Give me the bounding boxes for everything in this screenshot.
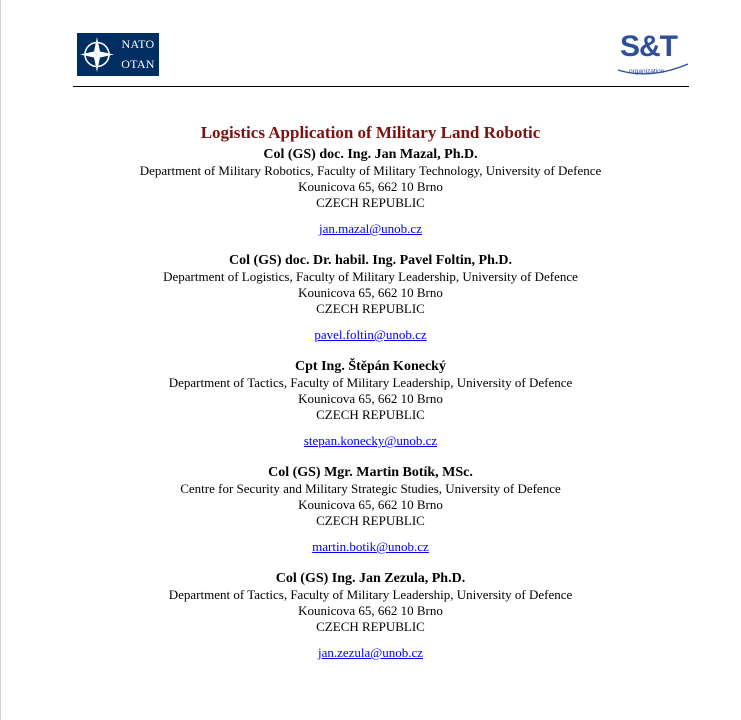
author-country: CZECH REPUBLIC (316, 513, 425, 528)
author-name: Col (GS) doc. Ing. Jan Mazal, Ph.D. (263, 147, 478, 162)
author-address: Kounicova 65, 662 10 Brno (298, 285, 443, 300)
author-address: Kounicova 65, 662 10 Brno (298, 603, 443, 618)
author-block (0, 570, 741, 661)
author-department: Centre for Security and Military Strategic Studies, University of Defence (180, 481, 561, 496)
st-swoosh-icon (610, 30, 690, 84)
paper-title: Logistics Application of Military Land Robotic (200, 123, 541, 142)
st-organization-logo (610, 30, 690, 84)
author-email-link[interactable]: jan.zezula@unob.cz (317, 645, 424, 660)
author-address: Kounicova 65, 662 10 Brno (298, 179, 443, 194)
author-name: Col (GS) Mgr. Martin Botík, MSc. (268, 465, 473, 480)
page-header (0, 0, 741, 90)
st-logo-letters: S&T (620, 30, 677, 63)
author-email-link[interactable]: pavel.foltin@unob.cz (314, 327, 427, 342)
author-country: CZECH REPUBLIC (316, 619, 425, 634)
author-email-link[interactable]: martin.botik@unob.cz (312, 539, 429, 554)
nato-logo-bottom-text: OTAN (121, 57, 155, 71)
title-page (0, 123, 741, 676)
author-country: CZECH REPUBLIC (316, 407, 425, 422)
author-name: Col (GS) Ing. Jan Zezula, Ph.D. (275, 571, 466, 586)
nato-logo-top-text: NATO (121, 37, 155, 51)
nato-otan-logo (77, 33, 159, 76)
author-country: CZECH REPUBLIC (316, 195, 425, 210)
author-email-link[interactable]: jan.mazal@unob.cz (319, 221, 422, 236)
author-department: Department of Tactics, Faculty of Military Leadership, University of Defence (168, 587, 573, 602)
st-logo-subtitle: organization (629, 68, 665, 75)
author-block (0, 464, 741, 555)
author-department: Department of Military Robotics, Faculty of Military Technology, University of Defence (139, 163, 602, 178)
author-name: Col (GS) doc. Dr. habil. Ing. Pavel Foltin, Ph.D. (228, 253, 512, 268)
author-address: Kounicova 65, 662 10 Brno (298, 497, 443, 512)
author-department: Department of Tactics, Faculty of Military Leadership, University of Defence (168, 375, 573, 390)
author-email-link[interactable]: stepan.konecky@unob.cz (303, 433, 438, 448)
author-address: Kounicova 65, 662 10 Brno (298, 391, 443, 406)
author-country: CZECH REPUBLIC (316, 301, 425, 316)
author-block (0, 146, 741, 237)
nato-compass-icon (77, 33, 119, 76)
author-department: Department of Logistics, Faculty of Military Leadership, University of Defence (163, 269, 578, 284)
author-block (0, 358, 741, 449)
header-divider (73, 86, 689, 87)
author-name: Cpt Ing. Štěpán Konecký (295, 359, 446, 374)
author-block (0, 252, 741, 343)
